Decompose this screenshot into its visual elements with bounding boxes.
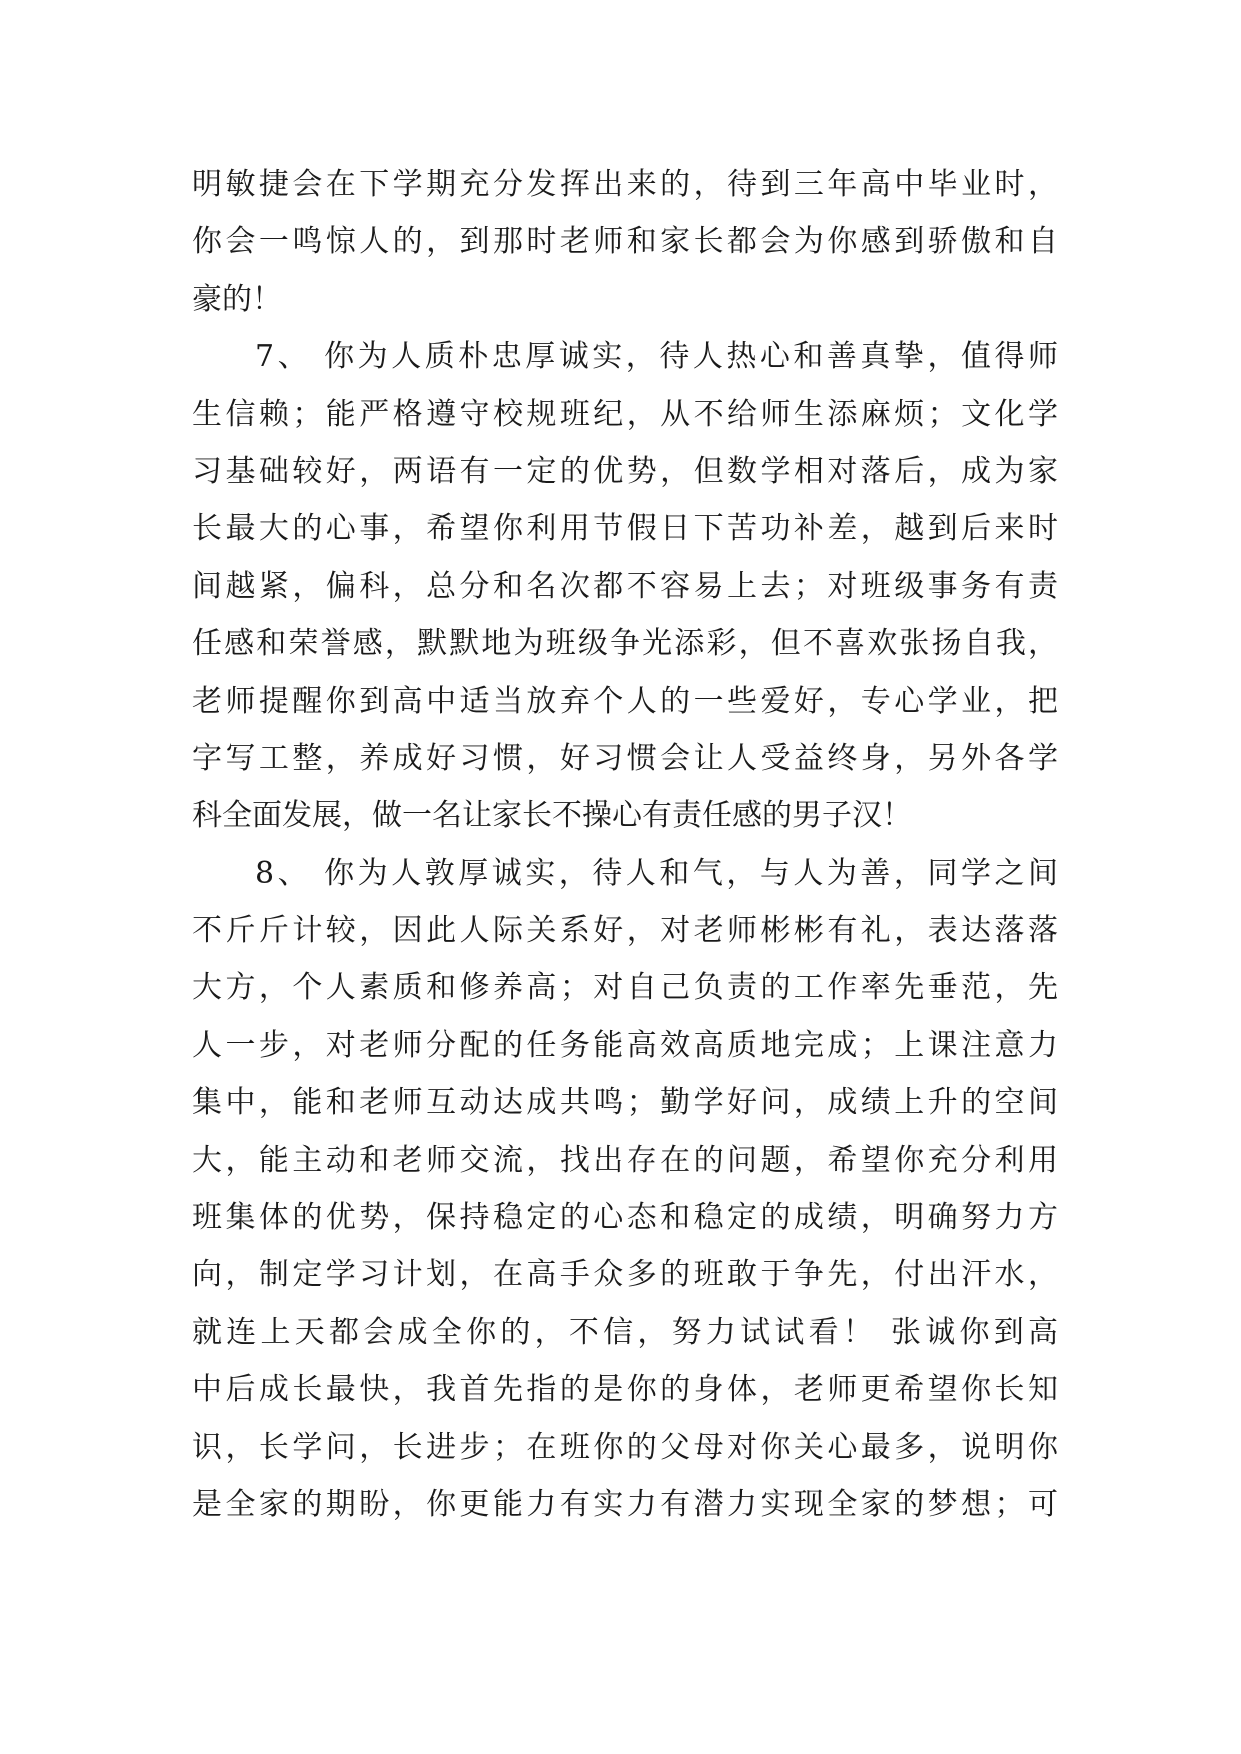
- text-line: 大方，个人素质和修养高；对自己负责的工作率先垂范，先: [192, 970, 1058, 1006]
- text-line: 就连上天都会成全你的，不信，努力试试看！ 张诚你到高: [192, 1314, 1058, 1350]
- text-line: 任感和荣誉感，默默地为班级争光添彩，但不喜欢张扬自我，: [192, 626, 1058, 662]
- text-line: 老师提醒你到高中适当放弃个人的一些爱好，专心学业，把: [192, 683, 1058, 719]
- text-line: 是全家的期盼，你更能力有实力有潜力实现全家的梦想；可: [192, 1486, 1058, 1522]
- text-line: 集中，能和老师互动达成共鸣；勤学好问，成绩上升的空间: [192, 1085, 1058, 1121]
- text-line: 班集体的优势，保持稳定的心态和稳定的成绩，明确努力方: [192, 1200, 1058, 1236]
- text-line: 间越紧，偏科，总分和名次都不容易上去；对班级事务有责: [192, 568, 1058, 604]
- text-line: 科全面发展，做一名让家长不操心有责任感的男子汉！: [192, 798, 912, 834]
- text-line: 明敏捷会在下学期充分发挥出来的，待到三年高中毕业时，: [192, 167, 1058, 202]
- text-line: 生信赖；能严格遵守校规班纪，从不给师生添麻烦；文化学: [192, 396, 1058, 432]
- text-line: 向，制定学习计划，在高手众多的班敢于争先，付出汗水，: [192, 1257, 1058, 1293]
- text-line: 长最大的心事，希望你利用节假日下苦功补差，越到后来时: [192, 511, 1058, 547]
- document-body: [192, 156, 1058, 1533]
- text-line: 豪的！: [192, 281, 282, 317]
- paragraph-7-start: 7、 你为人质朴忠厚诚实，待人热心和善真挚，值得师: [255, 339, 1058, 375]
- text-line: 人一步，对老师分配的任务能高效高质地完成；上课注意力: [192, 1027, 1058, 1063]
- text-line: 大，能主动和老师交流，找出存在的问题，希望你充分利用: [192, 1142, 1058, 1178]
- text-line: 你会一鸣惊人的，到那时老师和家长都会为你感到骄傲和自: [192, 224, 1058, 260]
- paragraph-8-start: 8、 你为人敦厚诚实，待人和气，与人为善，同学之间: [255, 855, 1058, 891]
- text-line: 不斤斤计较，因此人际关系好，对老师彬彬有礼，表达落落: [192, 913, 1058, 949]
- text-line: 字写工整，养成好习惯，好习惯会让人受益终身，另外各学: [192, 740, 1058, 776]
- text-line: 习基础较好，两语有一定的优势，但数学相对落后，成为家: [192, 453, 1058, 489]
- text-line: 中后成长最快，我首先指的是你的身体，老师更希望你长知: [192, 1372, 1058, 1408]
- text-line: 识，长学问，长进步；在班你的父母对你关心最多，说明你: [192, 1429, 1058, 1465]
